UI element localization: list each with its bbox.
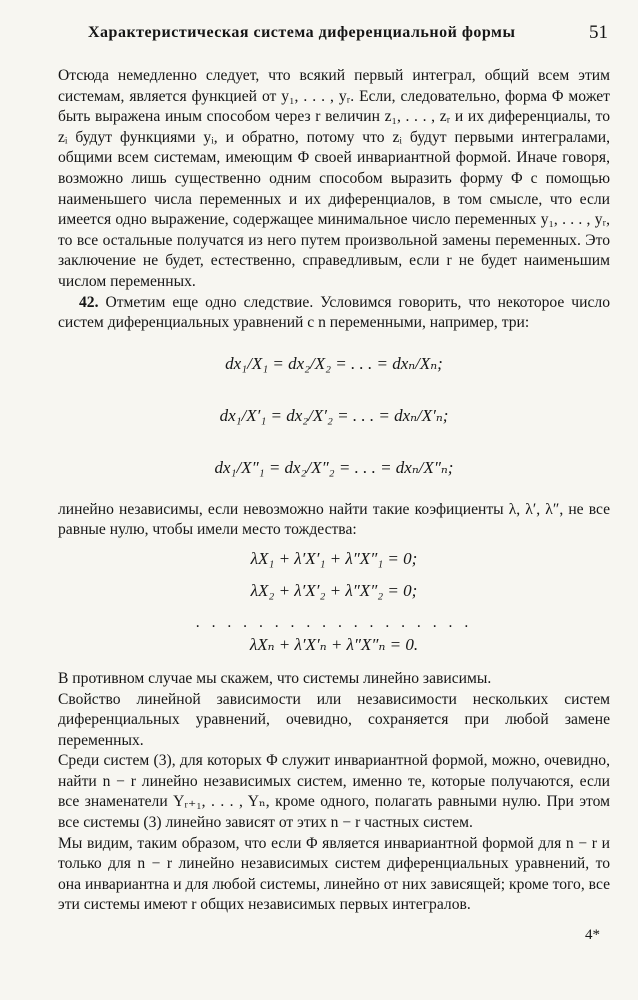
paragraph-4: В противном случае мы скажем, что системы линейно зависимы. [58, 669, 492, 687]
system-equation-2: dx₁/X′₁ = dx₂/X′₂ = . . . = dxₙ/X′ₙ; [219, 405, 449, 425]
system-equations [58, 342, 610, 490]
system-equation-1: dx₁/X₁ = dx₂/X₂ = . . . = dxₙ/Xₙ; [225, 353, 443, 373]
section-number: 42. [78, 293, 99, 311]
identity-1: λX₁ + λ′X′₁ + λ″X″₁ = 0; [250, 548, 418, 568]
paragraph-2-text: Отметим еще одно следствие. Условимся говорить, что некоторое число систем диференциальных уравнений с n переменными, например, три: [58, 293, 610, 332]
paragraph-6: Среди систем (3), для которых Φ служит инвариантной формой, можно, очевидно, найти n − r линейно независимых систем, именно те, которые получаются, если все знаменатели Yᵣ₊₁, . . . , Yₙ, кроме одного, полагать равными нулю. При этом все системы (3) линейно зависят от этих n − r частных систем. [58, 752, 610, 832]
identities [58, 549, 610, 659]
signature-mark: 4* [585, 927, 600, 943]
page-body [58, 66, 610, 916]
ellipsis-row: . . . . . . . . . . . . . . . . . . [195, 613, 473, 631]
system-equation-3: dx₁/X″₁ = dx₂/X″₂ = . . . = dxₙ/X″ₙ; [214, 457, 454, 477]
identity-2: λX₂ + λ′X′₂ + λ″X″₂ = 0; [250, 580, 418, 600]
running-title: Характеристическая система диференциальной формы [88, 24, 516, 41]
page-header [88, 24, 608, 42]
paragraph-1: Отсюда немедленно следует, что всякий первый интеграл, общий всем этим системам, является функцией от y₁, . . . , yᵣ. Если, следовательно, форма Φ может быть выражена иным способом через r величин z₁, . . . , zᵣ и их диференциалы, то zᵢ будут функциями yᵢ, и обратно, потому что zᵢ будут первыми интегралами, общими всем системам, имеющим Φ своей инвариантной формой. Иначе говоря, возможно лишь существенно одним способом выразить форму Φ с помощью наименьшего числа переменных и их диференциалов, в том смысле, что если имеется одно выражение, содержащее минимальное число переменных y₁, . . . , yᵣ, то все остальные получатся из него путем произвольной замены переменных. Это заключение не будет, естественно, справедливым, если r не будет наименьшим числом переменных. [58, 67, 610, 290]
paragraph-3: линейно независимы, если невозможно найти такие коэфициенты λ, λ′, λ″, не все равные нулю, чтобы имели место тождества: [58, 500, 610, 539]
paragraph-2 [58, 293, 610, 334]
page-number: 51 [589, 22, 608, 43]
identity-n: λXₙ + λ′X′ₙ + λ″X″ₙ = 0. [249, 634, 419, 654]
paragraph-5: Свойство линейной зависимости или независимости нескольких систем диференциальных уравнений, очевидно, сохраняется при любой замене переменных. [58, 690, 610, 749]
paragraph-7: Мы видим, таким образом, что если Φ является инвариантной формой для n − r и только для n − r линейно независимых систем диференциальных уравнений, то она инвариантна и для любой системы, линейно от них зависящей; кроме того, все эти системы имеют r общих независимых первых интегралов. [58, 834, 610, 914]
